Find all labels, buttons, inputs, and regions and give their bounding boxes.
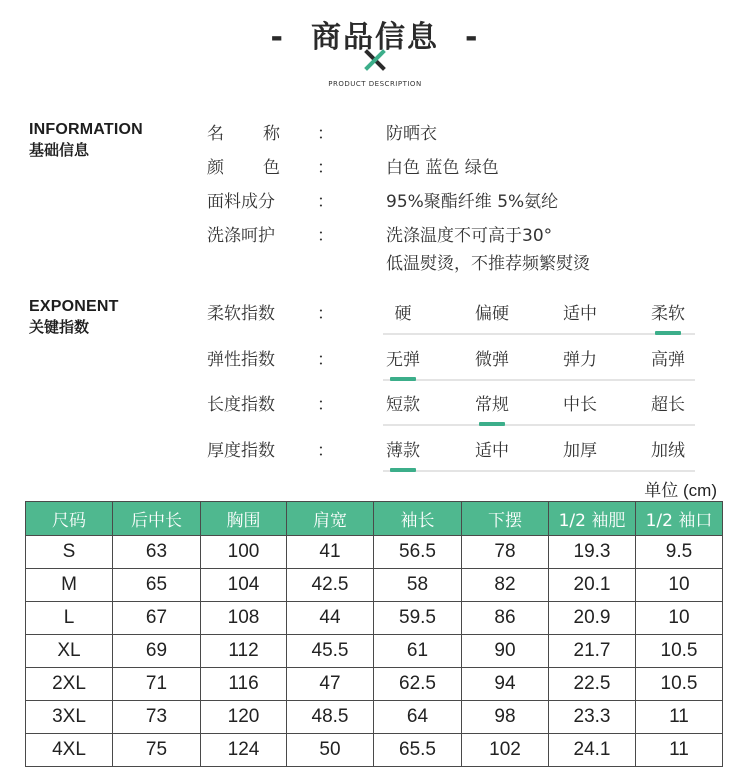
index-colon: ： [317,395,334,415]
measurement-cell: 64 [374,701,462,734]
measurement-cell: 9.5 [636,536,723,569]
measurement-cell: 56.5 [374,536,462,569]
index-selected-marker [479,422,505,426]
index-track [383,470,695,472]
page-title: 商品信息 [311,20,439,55]
column-header: 后中长 [113,502,201,536]
table-row [26,635,723,668]
size-cell: 4XL [26,734,113,767]
index-colon: ： [317,304,334,324]
table-row [26,701,723,734]
index-track [383,379,695,381]
info-value-line2: 低温熨烫，不推荐频繁熨烫 [386,254,590,274]
measurement-cell: 24.1 [549,734,636,767]
table-row [26,602,723,635]
measurement-cell: 11 [636,734,723,767]
index-option: 微弹 [475,350,509,370]
index-option: 弹力 [563,350,597,370]
index-row [207,299,707,339]
index-colon: ： [317,350,334,370]
x-mark-icon [364,49,386,71]
measurement-cell: 59.5 [374,602,462,635]
measurement-cell: 41 [287,536,374,569]
index-row [207,345,707,385]
index-option: 中长 [563,395,597,415]
size-cell: 2XL [26,668,113,701]
measurement-cell: 75 [113,734,201,767]
unit-label: 单位 (cm) [644,481,717,500]
info-title-en: INFORMATION [29,121,143,138]
column-header: 袖长 [374,502,462,536]
measurement-cell: 69 [113,635,201,668]
index-option: 高弹 [651,350,685,370]
table-row [26,569,723,602]
measurement-cell: 48.5 [287,701,374,734]
info-title-cn: 基础信息 [29,141,90,159]
info-value: 白色 蓝色 绿色 [386,158,499,178]
measurement-cell: 19.3 [549,536,636,569]
size-table-body [26,536,723,767]
column-header: 下摆 [462,502,549,536]
column-header: 尺码 [26,502,113,536]
index-row [207,390,707,430]
index-colon: ： [317,441,334,461]
info-value: 洗涤温度不可高于30° [386,226,553,246]
index-label: 长度指数 [207,395,275,415]
info-colon: ： [317,192,334,212]
page-header [0,0,750,100]
index-option: 偏硬 [475,304,509,324]
index-option: 加绒 [651,441,685,461]
measurement-cell: 112 [201,635,287,668]
index-label: 弹性指数 [207,350,275,370]
measurement-cell: 10.5 [636,635,723,668]
table-row [26,734,723,767]
index-option: 薄款 [386,441,420,461]
info-value: 防晒衣 [386,124,437,144]
index-section-title [29,298,119,337]
measurement-cell: 11 [636,701,723,734]
size-table-header [26,502,723,536]
size-cell: M [26,569,113,602]
info-colon: ： [317,124,334,144]
measurement-cell: 116 [201,668,287,701]
measurement-cell: 82 [462,569,549,602]
measurement-cell: 73 [113,701,201,734]
measurement-cell: 100 [201,536,287,569]
info-colon: ： [317,226,334,246]
title-dash-left: - [270,20,285,55]
column-header: 胸围 [201,502,287,536]
measurement-cell: 22.5 [549,668,636,701]
index-label: 厚度指数 [207,441,275,461]
measurement-cell: 120 [201,701,287,734]
index-selected-marker [390,468,416,472]
measurement-cell: 61 [374,635,462,668]
size-cell: L [26,602,113,635]
index-option: 加厚 [563,441,597,461]
index-option: 常规 [475,395,509,415]
info-label: 名 称 [207,124,280,144]
measurement-cell: 94 [462,668,549,701]
column-header: 1/2 袖口 [636,502,723,536]
measurement-cell: 78 [462,536,549,569]
info-colon: ： [317,158,334,178]
measurement-cell: 10 [636,602,723,635]
measurement-cell: 90 [462,635,549,668]
measurement-cell: 20.9 [549,602,636,635]
measurement-cell: 58 [374,569,462,602]
size-cell: 3XL [26,701,113,734]
measurement-cell: 63 [113,536,201,569]
measurement-cell: 65.5 [374,734,462,767]
index-title-en: EXPONENT [29,298,119,315]
size-cell: XL [26,635,113,668]
info-label: 面料成分 [207,192,275,212]
index-option: 柔软 [651,304,685,324]
measurement-cell: 104 [201,569,287,602]
index-option: 超长 [651,395,685,415]
table-row [26,536,723,569]
column-header: 1/2 袖肥 [549,502,636,536]
index-label: 柔软指数 [207,304,275,324]
measurement-cell: 50 [287,734,374,767]
index-selected-marker [390,377,416,381]
measurement-cell: 86 [462,602,549,635]
measurement-cell: 62.5 [374,668,462,701]
measurement-cell: 20.1 [549,569,636,602]
info-section-title [29,121,143,160]
index-track [383,424,695,426]
info-label: 颜 色 [207,158,280,178]
table-row [26,668,723,701]
title-dash-right: - [465,20,480,55]
measurement-cell: 71 [113,668,201,701]
measurement-cell: 67 [113,602,201,635]
index-row [207,436,707,476]
index-selected-marker [655,331,681,335]
info-label: 洗涤呵护 [207,226,275,246]
measurement-cell: 44 [287,602,374,635]
size-table [25,501,723,767]
info-value: 95%聚酯纤维 5%氨纶 [386,192,559,212]
measurement-cell: 10.5 [636,668,723,701]
measurement-cell: 102 [462,734,549,767]
measurement-cell: 65 [113,569,201,602]
index-option: 硬 [394,304,412,324]
column-header: 肩宽 [287,502,374,536]
measurement-cell: 23.3 [549,701,636,734]
index-option: 无弹 [386,350,420,370]
page-subtitle: PRODUCT DESCRIPTION [328,80,422,88]
index-track [383,333,695,335]
measurement-cell: 98 [462,701,549,734]
index-option: 适中 [563,304,597,324]
index-option: 适中 [475,441,509,461]
measurement-cell: 42.5 [287,569,374,602]
measurement-cell: 10 [636,569,723,602]
measurement-cell: 21.7 [549,635,636,668]
measurement-cell: 124 [201,734,287,767]
measurement-cell: 108 [201,602,287,635]
measurement-cell: 47 [287,668,374,701]
index-option: 短款 [386,395,420,415]
measurement-cell: 45.5 [287,635,374,668]
index-title-cn: 关键指数 [29,318,90,336]
size-cell: S [26,536,113,569]
